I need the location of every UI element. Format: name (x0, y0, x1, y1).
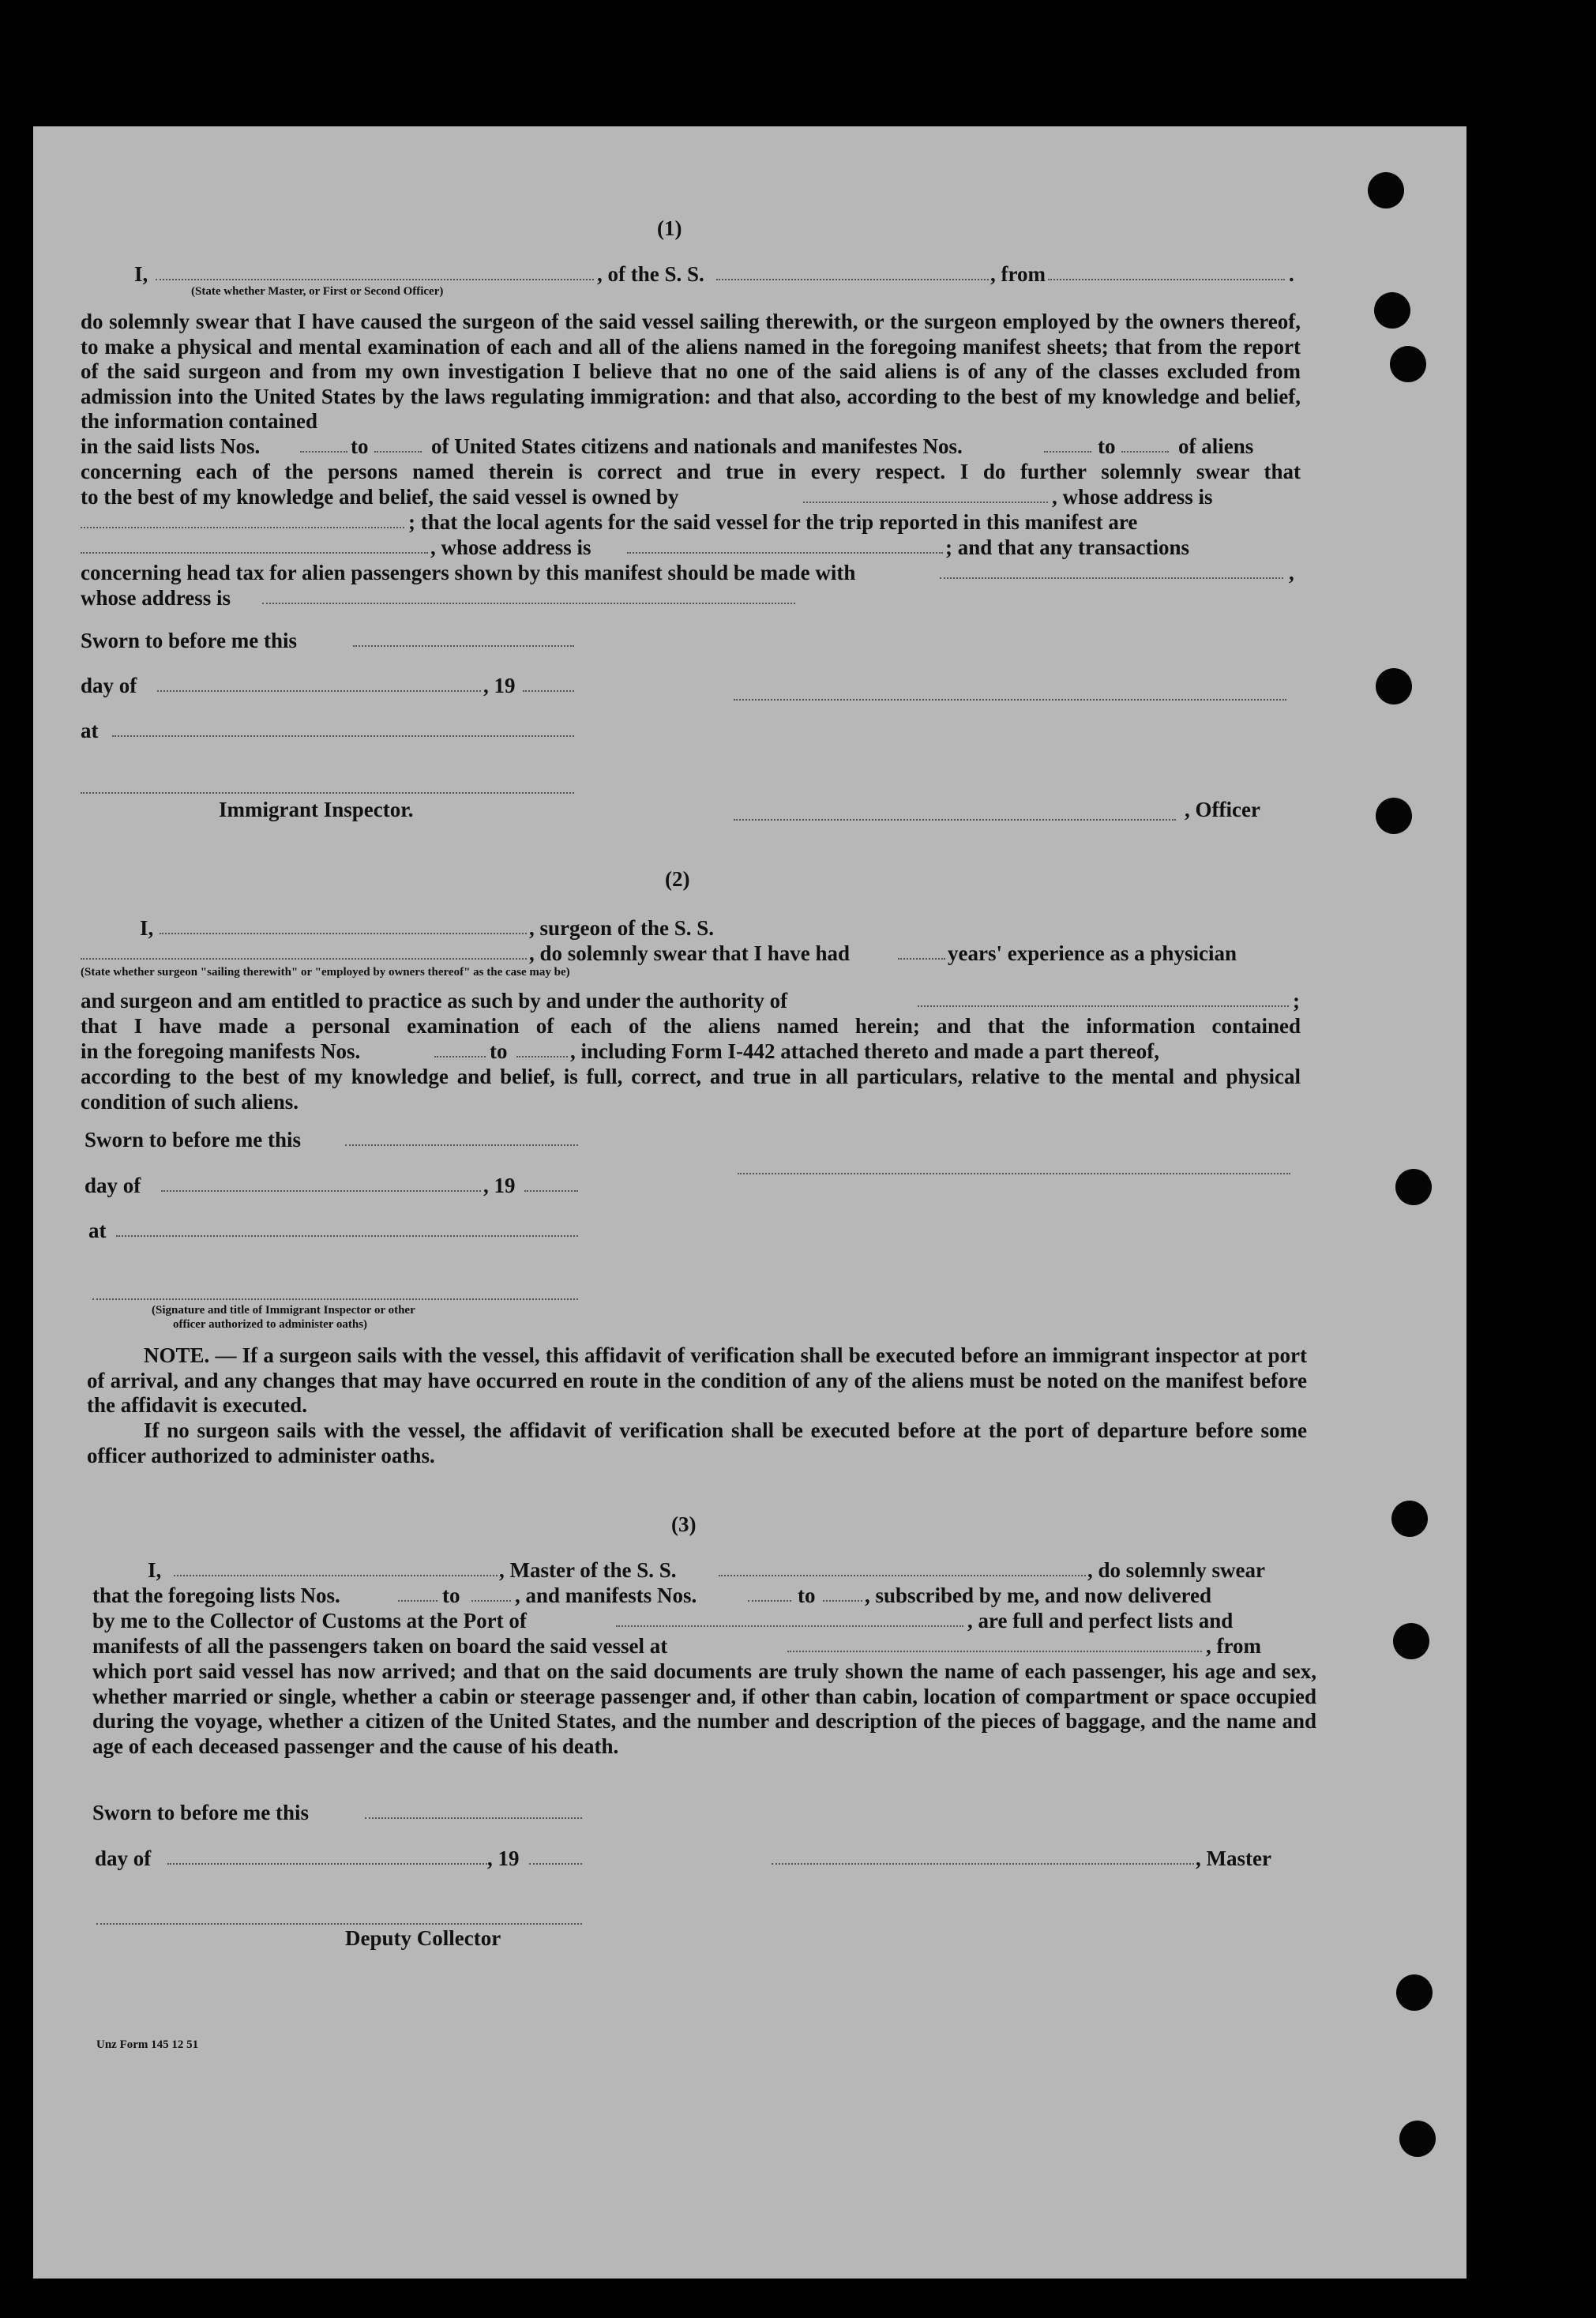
s3-to-2: to (798, 1584, 816, 1607)
s3-manifest-from-field[interactable] (748, 1600, 791, 1602)
departure-port-field[interactable] (1048, 279, 1285, 280)
s2-swear-b: years' experience as a physician (948, 941, 1237, 965)
s1-from: , from (990, 262, 1046, 286)
s2-surgeon: , surgeon of the S. S. (529, 916, 715, 940)
vessel-owner-field[interactable] (803, 502, 1048, 503)
head-tax-contact-field[interactable] (940, 577, 1283, 579)
local-agents-field[interactable] (81, 552, 428, 554)
s3-manifest-to-field[interactable] (823, 1600, 862, 1602)
citizen-list-to-field[interactable] (374, 451, 422, 453)
s3-by-a: by me to the Collector of Customs at the Port of (92, 1609, 527, 1632)
s1-head-tax: concerning head tax for alien passengers shown by this manifest should be made with (81, 561, 856, 584)
s1-month-field[interactable] (157, 690, 481, 692)
s3-year-prefix: , 19 (487, 1847, 520, 1870)
s1-rank-hint: (State whether Master, or First or Second Officer) (191, 285, 444, 298)
licensing-authority-field[interactable] (918, 1005, 1289, 1007)
officer-label: , Officer (1185, 798, 1260, 821)
s2-manifest-from-field[interactable] (434, 1056, 486, 1058)
s2-paragraph-end: according to the best of my knowledge and belief, is full, correct, and true in all particulars, relative to the mental and physical condition of such aliens. (81, 1065, 1301, 1114)
s3-vessel-name-field[interactable] (719, 1575, 1086, 1576)
s1-to-1: to (351, 434, 369, 458)
s2-man-b: , including Form I-442 attached thereto and made a part thereof, (570, 1039, 1159, 1063)
section-1-number: (1) (657, 216, 682, 240)
surgeon-name-field[interactable] (160, 933, 527, 934)
s2-manifest-to-field[interactable] (516, 1056, 568, 1058)
s3-list-to-field[interactable] (471, 1600, 511, 1602)
s2-year-field[interactable] (524, 1190, 578, 1192)
s3-lists-b: , and manifests Nos. (515, 1584, 697, 1607)
immigrant-inspector-label: Immigrant Inspector. (219, 798, 414, 821)
s1-agents: ; that the local agents for the said vessel for the trip reported in this manifest are (408, 510, 1138, 534)
owner-address-field[interactable] (81, 527, 404, 528)
s1-period: . (1289, 262, 1294, 286)
s3-to-1: to (442, 1584, 460, 1607)
s3-swear: , do solemnly swear (1087, 1558, 1265, 1582)
s1-sworn: Sworn to before me this (81, 629, 297, 652)
form-sheet (33, 126, 1466, 2279)
master-signature-line[interactable] (772, 1863, 1194, 1865)
s1-whose: , whose address is (430, 535, 591, 559)
port-of-arrival-field[interactable] (616, 1625, 963, 1627)
s3-master: , Master of the S. S. (499, 1558, 677, 1582)
note-paragraph-2: If no surgeon sails with the vessel, the affidavit of verification shall be executed before at the port of departure before some officer authorized to administer oaths. (87, 1418, 1307, 1467)
s1-at: at (81, 719, 99, 742)
s1-lists-a: in the said lists Nos. (81, 434, 261, 458)
s2-sworn: Sworn to before me this (84, 1128, 301, 1151)
s1-owned-b: , whose address is (1052, 485, 1213, 509)
s3-sworn-date-field[interactable] (365, 1817, 582, 1819)
alien-manifest-from-field[interactable] (1044, 451, 1091, 453)
punch-hole (1391, 1501, 1428, 1537)
master-label: , Master (1196, 1847, 1271, 1870)
surgeon-signature-line[interactable] (738, 1173, 1290, 1174)
s3-man-b: , from (1206, 1634, 1261, 1658)
years-experience-field[interactable] (898, 958, 945, 960)
citizen-list-from-field[interactable] (300, 451, 347, 453)
s2-to: to (490, 1039, 508, 1063)
note-paragraph: NOTE. — If a surgeon sails with the vessel, this affidavit of verification shall be executed before an immigrant inspector at port of arrival, and any changes that may have occurred en route in the condition of any of the aliens must be noted on the manifest before the affidavit is executed. (87, 1343, 1307, 1417)
s1-correct-line: concerning each of the persons named therein is correct and true in every respect. I do further solemnly swear that (81, 460, 1301, 483)
punch-hole (1374, 292, 1410, 329)
s3-man-a: manifests of all the passengers taken on board the said vessel at (92, 1634, 668, 1658)
punch-hole (1399, 2121, 1436, 2157)
s3-sworn: Sworn to before me this (92, 1801, 309, 1824)
officer-rank-field[interactable] (156, 279, 594, 280)
s2-auth: and surgeon and am entitled to practice as such by and under the authority of (81, 989, 788, 1012)
s3-lists-a: that the foregoing lists Nos. (92, 1584, 340, 1607)
s3-year-field[interactable] (529, 1863, 582, 1865)
inspector-signature-line[interactable] (81, 792, 574, 794)
surgeon-type-field[interactable] (81, 958, 527, 960)
s1-year-field[interactable] (523, 690, 574, 692)
s1-to-2: to (1098, 434, 1116, 458)
head-tax-address-field[interactable] (262, 603, 795, 604)
s1-owned-a: to the best of my knowledge and belief, the said vessel is owned by (81, 485, 679, 509)
s2-year-prefix: , 19 (483, 1174, 516, 1197)
deputy-collector-signature-line[interactable] (96, 1923, 582, 1925)
punch-hole (1376, 798, 1412, 834)
section-2-number: (2) (665, 867, 690, 891)
s1-day-of: day of (81, 674, 137, 697)
s2-swear-a: , do solemnly swear that I have had (529, 941, 851, 965)
deputy-collector-label: Deputy Collector (345, 1926, 501, 1950)
s1-whose2: whose address is (81, 586, 231, 610)
form-id: Unz Form 145 12 51 (96, 2038, 199, 2051)
punch-hole (1368, 172, 1404, 209)
s2-sig-hint-2: officer authorized to administer oaths) (172, 1318, 368, 1331)
s2-type-hint: (State whether surgeon "sailing therewith" or "employed by owners thereof" as the case may be) (81, 966, 570, 979)
s2-day-of: day of (84, 1174, 141, 1197)
s2-exam-line: that I have made a personal examination of each of the aliens named herein; and that the information contained (81, 1014, 1301, 1038)
s3-paragraph: which port said vessel has now arrived; and that on the said documents are truly shown the name of each passenger, his age and sex, whether married or single, whether a cabin or steerage passenger and, if other than cabin, location of compartment or space occupied during the voyage, whether a citizen of the United States, and the number and description of the pieces of baggage, and the name and age of each deceased passenger and the cause of his death. (92, 1659, 1316, 1758)
s1-comma: , (1289, 561, 1294, 584)
s2-i: I, (140, 916, 154, 940)
s1-officer-signature-line[interactable] (734, 699, 1286, 701)
port-of-embarkation-field[interactable] (787, 1651, 1202, 1652)
s2-sig-hint-1: (Signature and title of Immigrant Inspector or other (152, 1304, 415, 1317)
s3-by-b: , are full and perfect lists and (967, 1609, 1234, 1632)
s3-lists-c: , subscribed by me, and now delivered (865, 1584, 1212, 1607)
master-name-field[interactable] (174, 1575, 498, 1576)
punch-hole (1376, 668, 1412, 704)
s1-year-prefix: , 19 (483, 674, 516, 697)
s2-sworn-date-field[interactable] (345, 1144, 578, 1146)
s2-semicolon: ; (1293, 989, 1300, 1012)
vessel-name-field[interactable] (716, 279, 989, 280)
s1-oath-paragraph: do solemnly swear that I have caused the surgeon of the said vessel sailing therewith, or the surgeon employed by the owners thereof, to make a physical and mental examination of each and all of the aliens named in the foregoing manifest sheets; that from the report of the said surgeon and from my own investigation I believe that no one of the said aliens is of any of the classes excluded from admission into the United States by the laws regulating immigration: and that also, according to the best of my knowledge and belief, the information contained (81, 310, 1301, 433)
punch-hole (1395, 1169, 1432, 1205)
alien-manifest-to-field[interactable] (1121, 451, 1169, 453)
section-3-number: (3) (671, 1512, 697, 1536)
officer-signature-line[interactable] (734, 819, 1176, 821)
s2-man-a: in the foregoing manifests Nos. (81, 1039, 361, 1063)
s2-at: at (88, 1219, 107, 1242)
s1-place-field[interactable] (112, 735, 574, 737)
agent-address-field[interactable] (627, 552, 943, 554)
punch-hole (1393, 1623, 1429, 1659)
s3-i: I, (148, 1558, 162, 1582)
s1-trans: ; and that any transactions (945, 535, 1190, 559)
s1-sworn-date-field[interactable] (353, 645, 574, 647)
s1-aliens: of aliens (1178, 434, 1254, 458)
s1-lists-b: of United States citizens and nationals and manifestes Nos. (431, 434, 963, 458)
s3-list-from-field[interactable] (398, 1600, 437, 1602)
punch-hole (1396, 1974, 1433, 2011)
s1-i: I, (134, 262, 148, 286)
punch-hole (1390, 346, 1426, 382)
s3-month-field[interactable] (167, 1863, 487, 1865)
s2-inspector-signature-line[interactable] (92, 1298, 578, 1300)
s3-day-of: day of (95, 1847, 152, 1870)
s2-place-field[interactable] (116, 1235, 578, 1237)
s1-of-ss: , of the S. S. (597, 262, 704, 286)
s2-month-field[interactable] (161, 1190, 481, 1192)
